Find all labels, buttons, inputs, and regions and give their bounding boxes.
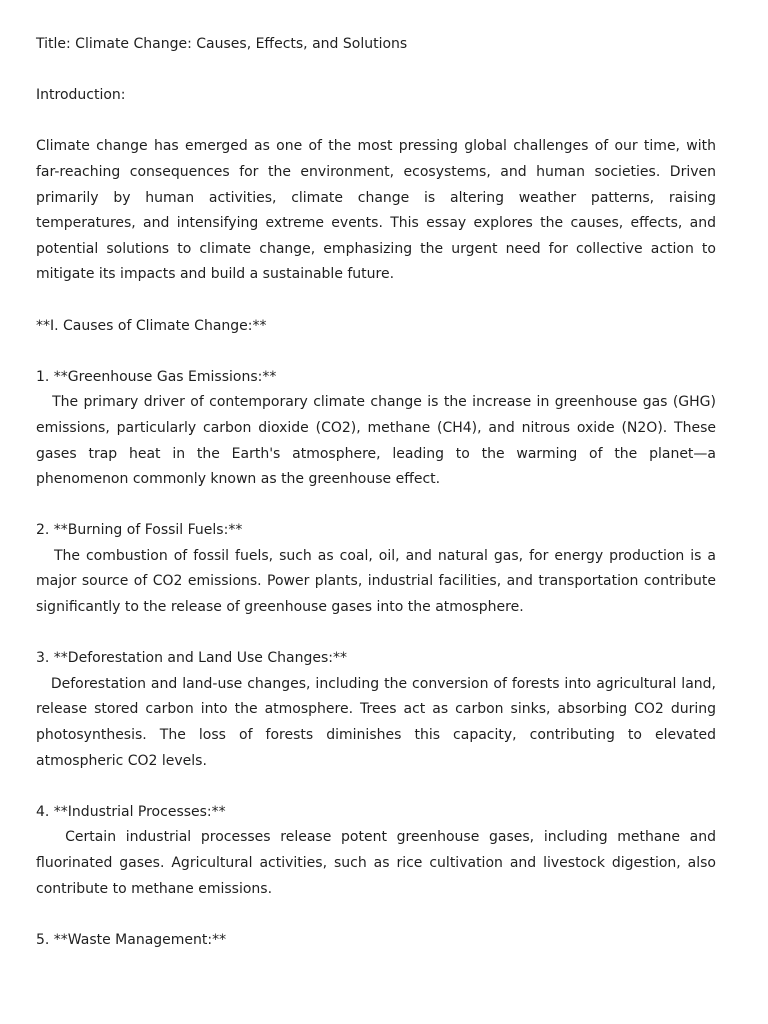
spacer (36, 58, 716, 84)
spacer (36, 774, 716, 800)
item-heading: 2. **Burning of Fossil Fuels:** (36, 522, 243, 539)
spacer (36, 621, 716, 647)
item-paragraph: The combustion of fossil fuels, such as coal, oil, and natural gas, for energy production is a major source of CO2 emissions. Power plants, industrial facilities, and transportation contribute significantly to the release of greenhouse gases into the atmosphere. (36, 547, 721, 616)
intro-paragraph: Climate change has emerged as one of the most pressing global challenges of our time, with far-reaching consequences for the environment, ecosystems, and human societies. Driven primarily by human activities, climate change is altering weather patterns, raising temperatures, and intensifying extreme events. This essay explores the causes, effects, and potential solutions to climate change, emphasizing the urgent need for collective action to mitigate its impacts and build a sustainable future. (36, 138, 721, 283)
item-heading: 4. **Industrial Processes:** (36, 803, 226, 820)
intro-heading: Introduction: (36, 87, 126, 104)
item-heading: 3. **Deforestation and Land Use Changes:** (36, 650, 347, 667)
spacer (36, 288, 716, 314)
spacer (36, 109, 716, 135)
section-heading: **I. Causes of Climate Change:** (36, 317, 267, 334)
item-heading: 5. **Waste Management:** (36, 931, 227, 948)
item-heading: 1. **Greenhouse Gas Emissions:** (36, 368, 277, 385)
spacer (36, 902, 716, 928)
document-title: Title: Climate Change: Causes, Effects, and Solutions (36, 36, 408, 52)
spacer (36, 339, 716, 365)
item-paragraph: Deforestation and land-use changes, including the conversion of forests into agricultural land, release stored carbon into the atmosphere. Trees act as carbon sinks, absorbing CO2 during photosynthesis. The loss of forests diminishes this capacity, contributing to elevated atmospheric CO2 levels. (36, 675, 721, 769)
item-paragraph: Certain industrial processes release potent greenhouse gases, including methane and fluorinated gases. Agricultural activities, such as rice cultivation and livestock digestion, also contribute to methane emissions. (36, 829, 721, 897)
spacer (36, 493, 716, 519)
item-paragraph: The primary driver of contemporary climate change is the increase in greenhouse gas (GHG) emissions, particularly carbon dioxide (CO2), methane (CH4), and nitrous oxide (N2O). These gases trap heat in the Earth's atmosphere, leading to the warming of the planet—a phenomenon commonly known as the greenhouse effect. (36, 394, 721, 488)
